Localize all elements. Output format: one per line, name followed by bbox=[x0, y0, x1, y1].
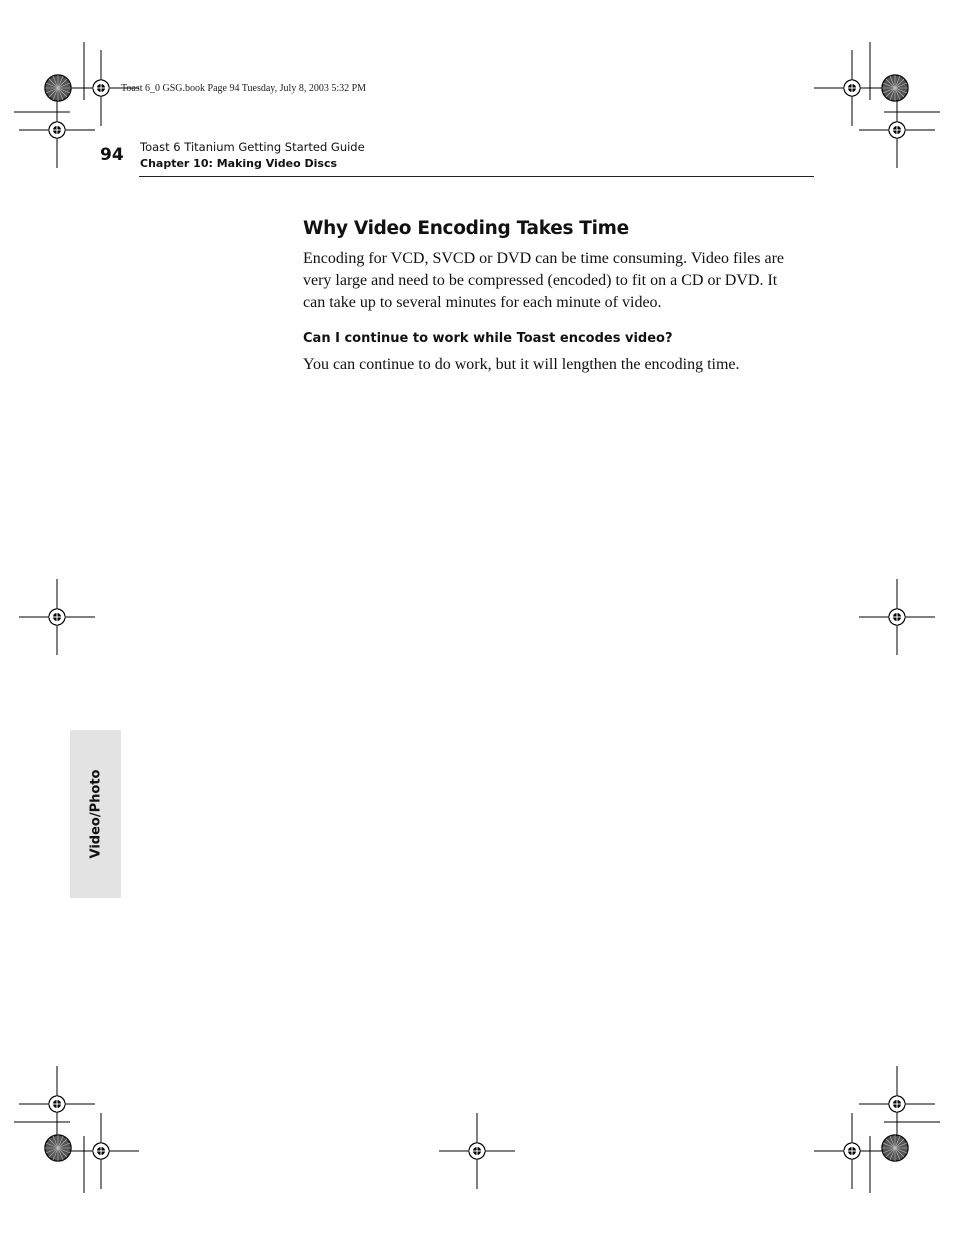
intro-paragraph bbox=[303, 248, 815, 314]
intro-line: Encoding for VCD, SVCD or DVD can be time consuming. Video files are bbox=[303, 250, 785, 267]
page-number: 94 bbox=[100, 145, 124, 165]
intro-line: very large and need to be compressed (encoded) to fit on a CD or DVD. It bbox=[303, 272, 778, 289]
guide-title: Toast 6 Titanium Getting Started Guide bbox=[140, 140, 365, 154]
section-heading: Why Video Encoding Takes Time bbox=[303, 218, 629, 239]
side-tab bbox=[70, 730, 121, 898]
print-slug: Toast 6_0 GSG.book Page 94 Tuesday, July 8, 2003 5:32 PM bbox=[121, 83, 367, 94]
side-tab-label: Video/Photo bbox=[88, 769, 103, 859]
intro-line: can take up to several minutes for each minute of video. bbox=[303, 294, 662, 311]
question-heading: Can I continue to work while Toast encodes video? bbox=[303, 331, 673, 346]
answer-paragraph: You can continue to do work, but it will lengthen the encoding time. bbox=[303, 356, 740, 373]
chapter-title: Chapter 10: Making Video Discs bbox=[140, 157, 338, 170]
header-rule bbox=[139, 176, 814, 177]
